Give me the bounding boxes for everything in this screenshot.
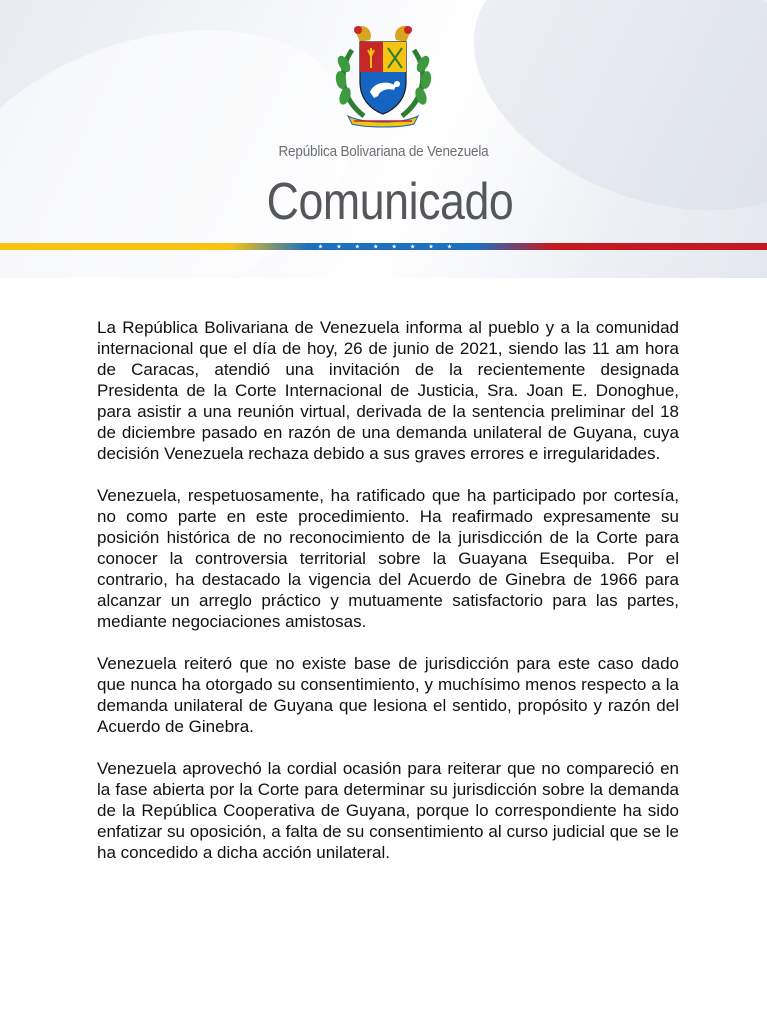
star-icon xyxy=(336,244,341,249)
paragraph-2: Venezuela, respetuosamente, ha ratificado que ha participado por cortesía, no como parte en este procedimiento. Ha reafirmado expresamente su posición histórica de no reconocimiento de la jurisdicción de la Corte para conocer la controversia territorial sobre la Guayana Esequiba. Por el contrario, ha destacado la vigencia del Acuerdo de Ginebra de 1966 para alcanzar un arreglo práctico y mutuamente satisfactorio para las partes, mediante negociaciones amistosas. xyxy=(97,486,679,631)
star-icon xyxy=(410,244,415,249)
flag-stars xyxy=(318,244,452,249)
paragraph-4: Venezuela aprovechó la cordial ocasión para reiterar que no compareció en la fase abierta por la Corte para determinar su jurisdicción sobre la demanda de la República Cooperativa de Guyana, porque lo correspondiente ha sido enfatizar su oposición, a falta de su consentimiento al curso judicial que se le ha concedido a dicha acción unilateral. xyxy=(97,759,679,862)
star-icon xyxy=(355,244,360,249)
coat-of-arms-icon xyxy=(330,20,436,128)
flag-color-bar xyxy=(0,243,767,250)
star-icon xyxy=(392,244,397,249)
star-icon xyxy=(429,244,434,249)
star-icon xyxy=(373,244,378,249)
letterhead xyxy=(0,0,767,278)
country-name: República Bolivariana de Venezuela xyxy=(278,143,489,160)
communique-body xyxy=(97,317,679,884)
star-icon xyxy=(318,244,323,249)
paragraph-1: La República Bolivariana de Venezuela informa al pueblo y a la comunidad internacional que el día de hoy, 26 de junio de 2021, siendo las 11 am hora de Caracas, atendió una invitación de la recientemente designada Presidenta de la Corte Internacional de Justicia, Sra. Joan E. Donoghue, para asistir a una reunión virtual, derivada de la sentencia preliminar del 18 de diciembre pasado en razón de una demanda unilateral de Guyana, cuya decisión Venezuela rechaza debido a sus graves errores e irregularidades. xyxy=(97,318,679,463)
page-title: Comunicado xyxy=(266,173,514,231)
paragraph-3: Venezuela reiteró que no existe base de jurisdicción para este caso dado que nunca ha otorgado su consentimiento, y muchísimo menos respecto a la demanda unilateral de Guyana que lesiona el sentido, propósito y razón del Acuerdo de Ginebra. xyxy=(97,654,679,736)
star-icon xyxy=(447,244,452,249)
